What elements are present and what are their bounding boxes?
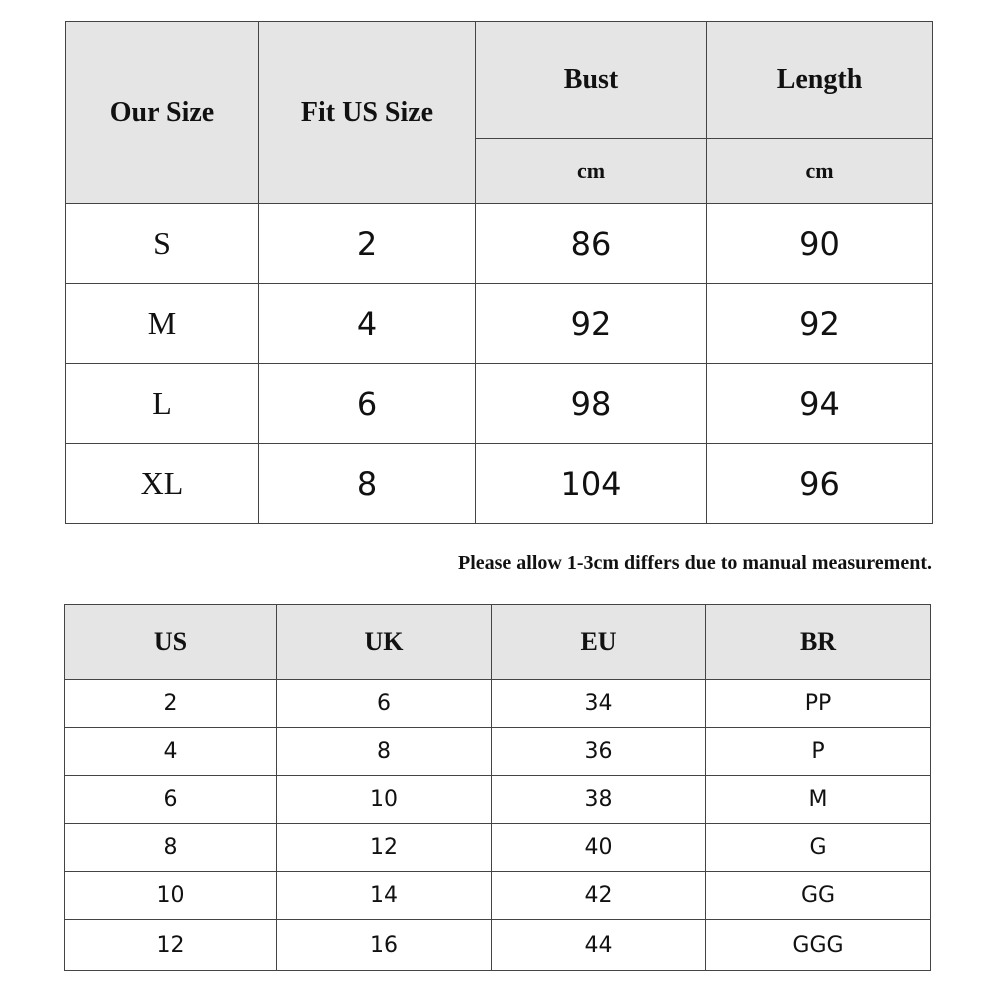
cell-eu: 42 xyxy=(492,872,706,920)
cell-uk: 16 xyxy=(277,920,492,971)
measurement-note: Please allow 1-3cm differs due to manual measurement. xyxy=(457,552,932,574)
size-conversion-table xyxy=(64,604,931,971)
header-bust-unit: cm xyxy=(476,139,707,204)
cell-us: 10 xyxy=(65,872,277,920)
cell-bust: 104 xyxy=(476,444,707,524)
header-us: US xyxy=(65,605,277,680)
header-eu: EU xyxy=(492,605,706,680)
cell-br: M xyxy=(706,776,931,824)
cell-eu: 36 xyxy=(492,728,706,776)
cell-uk: 12 xyxy=(277,824,492,872)
size-chart-header-row xyxy=(66,22,933,139)
table-row xyxy=(65,728,931,776)
cell-us-size: 4 xyxy=(259,284,476,364)
cell-uk: 10 xyxy=(277,776,492,824)
cell-br: PP xyxy=(706,680,931,728)
table-row xyxy=(65,824,931,872)
table-row xyxy=(65,776,931,824)
cell-us-size: 2 xyxy=(259,204,476,284)
header-our-size: Our Size xyxy=(66,22,259,204)
cell-br: P xyxy=(706,728,931,776)
cell-us: 4 xyxy=(65,728,277,776)
table-row xyxy=(66,284,933,364)
cell-us: 2 xyxy=(65,680,277,728)
cell-length: 92 xyxy=(707,284,933,364)
header-bust: Bust xyxy=(476,22,707,139)
table-row xyxy=(66,204,933,284)
cell-us: 8 xyxy=(65,824,277,872)
table-row xyxy=(65,680,931,728)
cell-eu: 34 xyxy=(492,680,706,728)
table-row xyxy=(65,872,931,920)
header-uk: UK xyxy=(277,605,492,680)
cell-eu: 40 xyxy=(492,824,706,872)
cell-length: 90 xyxy=(707,204,933,284)
header-length-unit: cm xyxy=(707,139,933,204)
size-chart-table xyxy=(65,21,933,524)
cell-size: S xyxy=(66,204,259,284)
cell-br: GGG xyxy=(706,920,931,971)
cell-us-size: 8 xyxy=(259,444,476,524)
cell-uk: 14 xyxy=(277,872,492,920)
cell-size: L xyxy=(66,364,259,444)
cell-us: 6 xyxy=(65,776,277,824)
cell-us-size: 6 xyxy=(259,364,476,444)
cell-us: 12 xyxy=(65,920,277,971)
conversion-header-row xyxy=(65,605,931,680)
cell-size: M xyxy=(66,284,259,364)
cell-eu: 38 xyxy=(492,776,706,824)
cell-br: GG xyxy=(706,872,931,920)
header-br: BR xyxy=(706,605,931,680)
cell-length: 96 xyxy=(707,444,933,524)
cell-uk: 6 xyxy=(277,680,492,728)
cell-eu: 44 xyxy=(492,920,706,971)
cell-bust: 86 xyxy=(476,204,707,284)
cell-size: XL xyxy=(66,444,259,524)
header-fit-us-size: Fit US Size xyxy=(259,22,476,204)
table-row xyxy=(66,444,933,524)
cell-br: G xyxy=(706,824,931,872)
cell-bust: 98 xyxy=(476,364,707,444)
table-row xyxy=(65,920,931,971)
cell-bust: 92 xyxy=(476,284,707,364)
table-row xyxy=(66,364,933,444)
cell-uk: 8 xyxy=(277,728,492,776)
header-length: Length xyxy=(707,22,933,139)
cell-length: 94 xyxy=(707,364,933,444)
